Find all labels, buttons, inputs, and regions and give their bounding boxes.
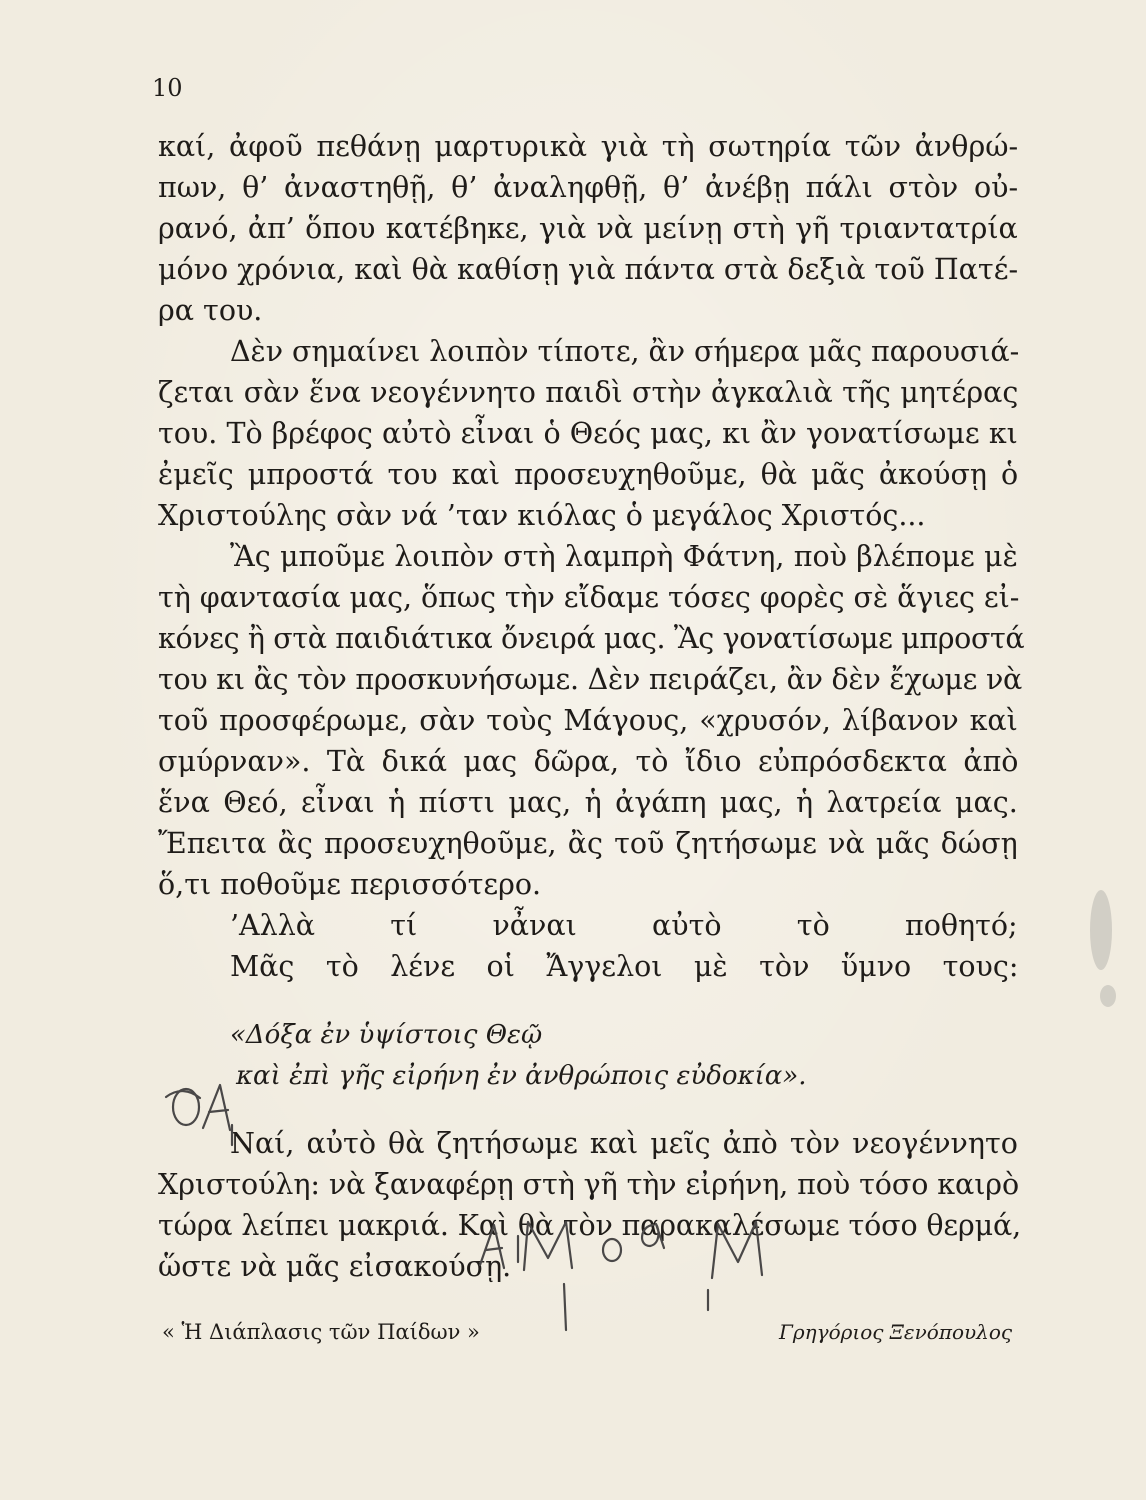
text-line: Μᾶς τὸ λένε οἱ Ἄγγελοι μὲ τὸν ὕμνο τους:: [230, 950, 1019, 983]
text-line: Ἂς μποῦμε λοιπὸν στὴ λαμπρὴ Φάτνη, ποὺ βλέπομε μὲ: [230, 540, 1018, 573]
quote-line: καὶ ἐπὶ γῆς εἰρήνη ἐν ἀνθρώποις εὐδοκία».: [236, 1061, 807, 1091]
body-text: [158, 126, 1025, 1287]
text-line: ἐμεῖς μπροστά του καὶ προσευχηθοῦμε, θὰ μᾶς ἀκούσῃ ὁ: [158, 458, 1019, 491]
quote-line: «Δόξα ἐν ὑψίστοις Θεῷ: [230, 1020, 543, 1050]
text-line: Ναί, αὐτὸ θὰ ζητήσωμε καὶ μεῖς ἀπὸ τὸν νεογέννητο: [230, 1127, 1018, 1160]
text-line: ’Αλλὰ τί νἆναι αὐτὸ τὸ ποθητό;: [230, 909, 1018, 942]
ink-stain: [1090, 890, 1112, 970]
text-line: σμύρναν». Τὰ δικά μας δῶρα, τὸ ἴδιο εὐπρόσδεκτα ἀπὸ: [158, 745, 1019, 778]
text-line: μόνο χρόνια, καὶ θὰ καθίσῃ γιὰ πάντα στὰ δεξιὰ τοῦ Πατέ-: [158, 253, 1019, 286]
ink-stain: [1100, 985, 1116, 1007]
text-line: πων, θ’ ἀναστηθῇ, θ’ ἀναληφθῇ, θ’ ἀνέβῃ πάλι στὸν οὐ-: [158, 171, 1019, 204]
text-line: τοῦ προσφέρωμε, σὰν τοὺς Μάγους, «χρυσόν, λίβανον καὶ: [158, 704, 1018, 737]
text-line: καί, ἀφοῦ πεθάνῃ μαρτυρικὰ γιὰ τὴ σωτηρία τῶν ἀνθρώ-: [158, 130, 1019, 163]
footer-source: « Ἡ Διάπλασις τῶν Παίδων »: [162, 1320, 480, 1344]
text-line: ἕνα Θεό, εἶναι ἡ πίστι μας, ἡ ἀγάπη μας, ἡ λατρεία μας.: [158, 786, 1018, 819]
text-line: του κι ἂς τὸν προσκυνήσωμε. Δὲν πειράζει, ἂν δὲν ἔχωμε νὰ: [158, 663, 1023, 696]
text-line: τώρα λείπει μακριά. Καὶ θὰ τὸν παρακαλέσωμε τόσο θερμά,: [158, 1209, 1021, 1242]
text-line: Χριστούλη: νὰ ξαναφέρῃ στὴ γῆ τὴν εἰρήνη, ποὺ τόσο καιρὸ: [158, 1168, 1020, 1201]
text-line: ὅ,τι ποθοῦμε περισσότερο.: [158, 868, 542, 901]
text-line: Δὲν σημαίνει λοιπὸν τίποτε, ἂν σήμερα μᾶς παρουσιά-: [230, 335, 1020, 368]
page-number: 10: [152, 74, 183, 102]
hymn-quote: [158, 1015, 1018, 1097]
text-line: Χριστούλης σὰν νά ’ταν κιόλας ὁ μεγάλος Χριστός...: [158, 499, 926, 532]
footer-author: Γρηγόριος Ξενόπουλος: [779, 1320, 1013, 1344]
text-line: ρα του.: [158, 294, 263, 327]
text-line: κόνες ἢ στὰ παιδιάτικα ὄνειρά μας. Ἂς γονατίσωμε μπροστά: [158, 622, 1025, 655]
text-line: ζεται σὰν ἕνα νεογέννητο παιδὶ στὴν ἀγκαλιὰ τῆς μητέρας: [158, 376, 1019, 409]
text-line: τὴ φαντασία μας, ὅπως τὴν εἴδαμε τόσες φορὲς σὲ ἅγιες εἰ-: [158, 581, 1020, 614]
text-line: του. Τὸ βρέφος αὐτὸ εἶναι ὁ Θεός μας, κι ἂν γονατίσωμε κι: [158, 417, 1018, 450]
text-line: Ἔπειτα ἂς προσευχηθοῦμε, ἂς τοῦ ζητήσωμε νὰ μᾶς δώσῃ: [158, 827, 1018, 860]
text-line: ὥστε νὰ μᾶς εἰσακούσῃ.: [158, 1250, 512, 1283]
text-line: ρανό, ἀπ’ ὅπου κατέβηκε, γιὰ νὰ μείνῃ στὴ γῆ τριαντατρία: [158, 212, 1018, 245]
